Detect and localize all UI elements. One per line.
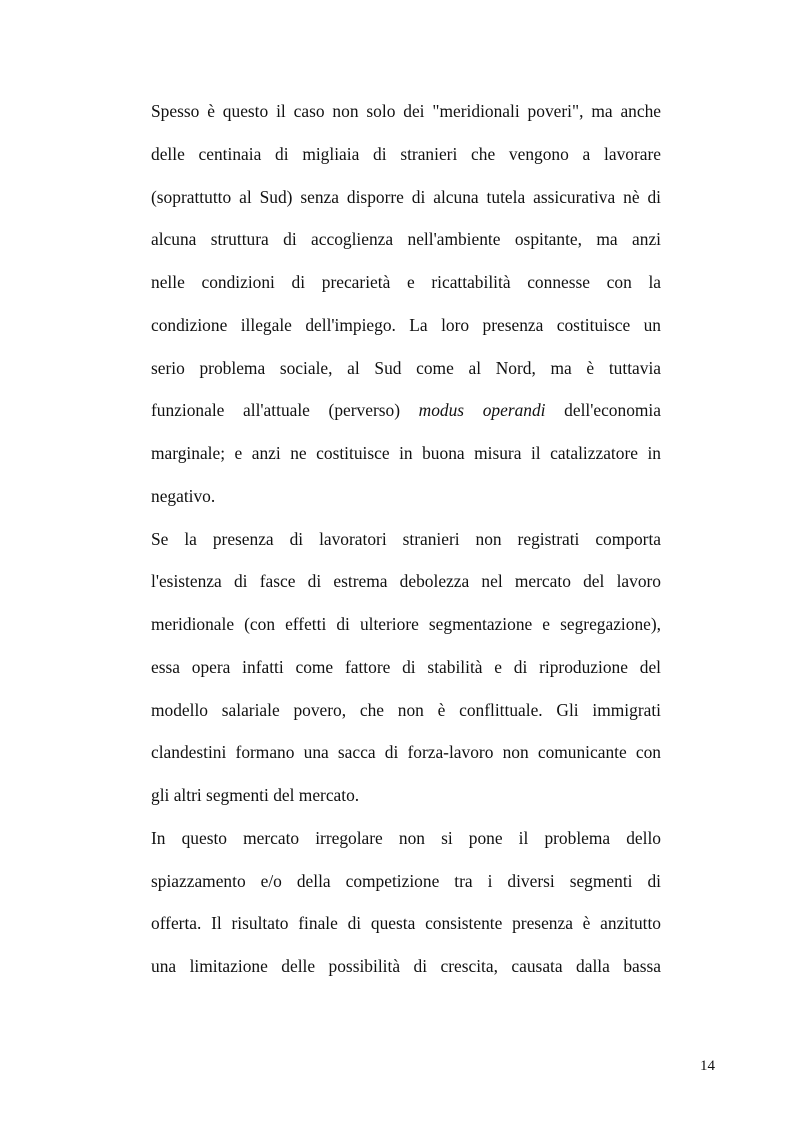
text-line: clandestini formano una sacca di forza-lavoro non comunicante con — [151, 742, 661, 763]
text-line: gli altri segmenti del mercato. — [151, 785, 360, 805]
text-line: modello salariale povero, che non è conflittuale. Gli immigrati — [151, 699, 661, 720]
text-line: alcuna struttura di accoglienza nell'ambiente ospitante, ma anzi — [151, 229, 661, 250]
text-line: In questo mercato irregolare non si pone il problema dello — [151, 827, 661, 848]
text-line: essa opera infatti come fattore di stabilità e di riproduzione del — [151, 656, 661, 677]
text-span: funzionale all'attuale (perverso) — [151, 400, 419, 421]
text-line: offerta. Il risultato finale di questa consistente presenza è anzitutto — [151, 913, 661, 934]
text-line: una limitazione delle possibilità di crescita, causata dalla bassa — [151, 956, 661, 976]
text-span: dell'economia — [545, 400, 661, 421]
body-text — [151, 90, 661, 988]
text-line: serio problema sociale, al Sud come al Nord, ma è tuttavia — [151, 357, 661, 378]
text-line: Spesso è questo il caso non solo dei "meridionali poveri", ma anche — [151, 101, 661, 121]
italic-phrase: modus operandi — [418, 400, 546, 421]
text-line: condizione illegale dell'impiego. La loro presenza costituisce un — [151, 314, 661, 335]
text-line: Se la presenza di lavoratori stranieri non registrati comporta — [151, 528, 661, 549]
text-line: delle centinaia di migliaia di stranieri che vengono a lavorare — [151, 143, 661, 164]
text-line: (soprattutto al Sud) senza disporre di alcuna tutela assicurativa nè di — [151, 186, 661, 207]
text-line — [151, 389, 661, 432]
text-line: l'esistenza di fasce di estrema debolezza nel mercato del lavoro — [151, 571, 661, 592]
text-line: marginale; e anzi ne costituisce in buona misura il catalizzatore in — [151, 443, 661, 463]
text-line: meridionale (con effetti di ulteriore segmentazione e segregazione), — [151, 614, 661, 634]
text-line: nelle condizioni di precarietà e ricattabilità connesse con la — [151, 272, 661, 292]
text-line: spiazzamento e/o della competizione tra i diversi segmenti di — [151, 870, 661, 891]
page-number: 14 — [700, 1058, 715, 1074]
text-line: negativo. — [151, 485, 216, 506]
